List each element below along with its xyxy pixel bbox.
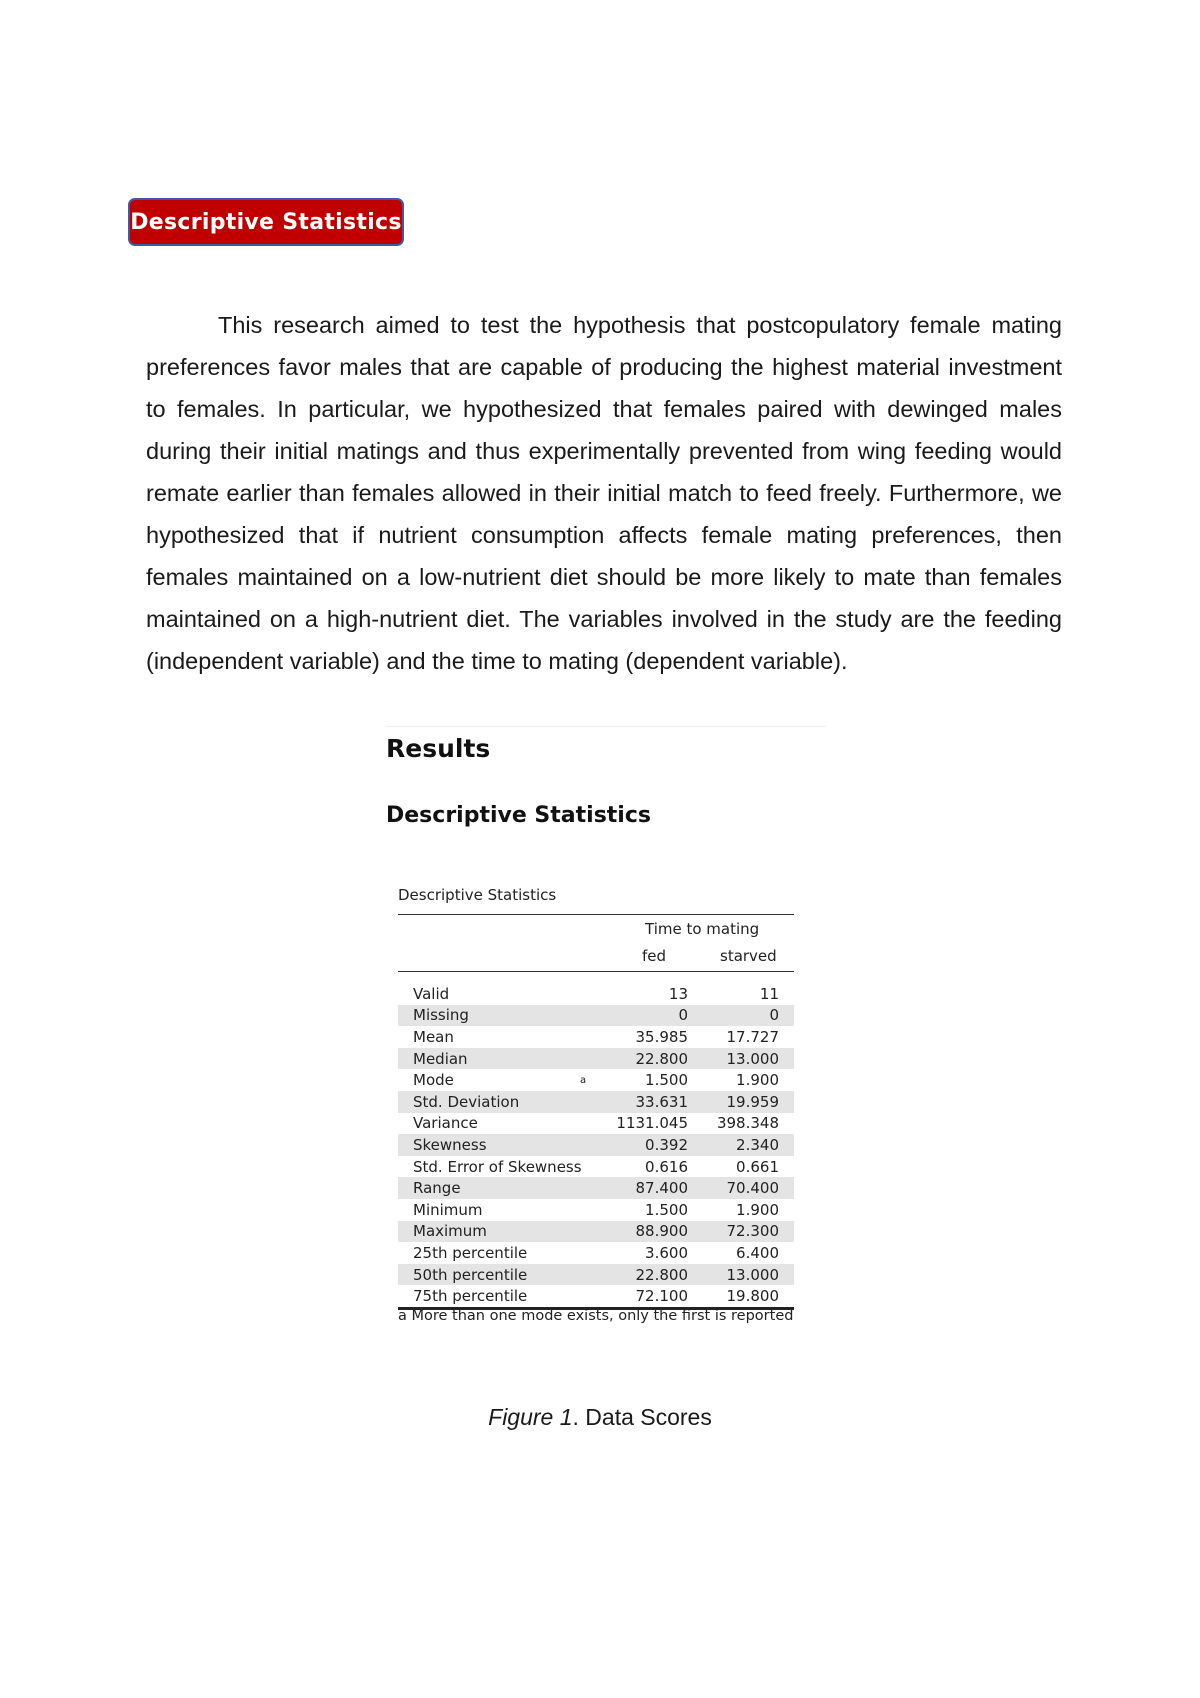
figure-caption-text: . Data Scores (572, 1404, 712, 1430)
row-label: Mode (413, 1071, 454, 1090)
cell-fed: 13 (668, 984, 688, 1003)
cell-starved: 0 (769, 1006, 779, 1025)
row-label: Variance (413, 1114, 478, 1133)
figure-caption (0, 1404, 1200, 1431)
table-column-header (398, 943, 794, 971)
row-label: Skewness (413, 1135, 487, 1154)
cell-starved: 1.900 (736, 1200, 779, 1219)
cell-fed: 3.600 (645, 1243, 688, 1262)
table-row (398, 1177, 794, 1199)
table-row (398, 1285, 794, 1307)
table-row (398, 1199, 794, 1221)
row-label: 75th percentile (413, 1287, 528, 1306)
cell-fed: 35.985 (635, 1027, 688, 1046)
intro-paragraph: This research aimed to test the hypothesis that postcopulatory female mating preferences favor males that are capable of producing the highest material investment to females. In particular, we hypothesized that females paired with dewinged males during their initial matings and thus experimentally prevented from wing feeding would remate earlier than females allowed in their initial match to feed freely. Furthermore, we hypothesized that if nutrient consumption affects female mating preferences, then females maintained on a low-nutrient diet should be more likely to mate than females maintained on a high-nutrient diet. The variables involved in the study are the feeding (independent variable) and the time to mating (dependent variable). (146, 312, 1062, 674)
cell-fed: 72.100 (635, 1287, 688, 1306)
cell-starved: 6.400 (736, 1243, 779, 1262)
table-row (398, 1264, 794, 1286)
row-label: Maximum (413, 1222, 487, 1241)
row-label: Std. Deviation (413, 1092, 520, 1111)
table-row (398, 1048, 794, 1070)
cell-fed: 1.500 (645, 1071, 688, 1090)
figure-caption-label: Figure 1 (488, 1404, 573, 1430)
cell-starved: 70.400 (726, 1179, 779, 1198)
results-heading: Results (386, 734, 491, 763)
cell-fed: 33.631 (635, 1092, 688, 1111)
table-row (398, 1113, 794, 1135)
cell-starved: 13.000 (726, 1049, 779, 1068)
cell-starved: 17.727 (726, 1027, 779, 1046)
row-label: 25th percentile (413, 1243, 528, 1262)
table-row (398, 1005, 794, 1027)
descriptive-statistics-table (398, 914, 794, 1310)
cell-fed: 0.392 (645, 1135, 688, 1154)
output-divider (386, 726, 826, 727)
cell-fed: 22.800 (635, 1265, 688, 1284)
descriptive-statistics-heading: Descriptive Statistics (386, 803, 651, 828)
table-row (398, 1026, 794, 1048)
group-header-label: Time to mating (645, 920, 760, 938)
cell-starved: 11 (759, 984, 779, 1003)
table-row (398, 1134, 794, 1156)
row-label: Std. Error of Skewness (413, 1157, 582, 1176)
cell-fed: 88.900 (635, 1222, 688, 1241)
row-label: Minimum (413, 1200, 483, 1219)
table-caption: Descriptive Statistics (398, 886, 557, 904)
row-label: Valid (413, 984, 450, 1003)
cell-fed: 87.400 (635, 1179, 688, 1198)
table-row (398, 1156, 794, 1178)
cell-starved: 13.000 (726, 1265, 779, 1284)
cell-fed: 0.616 (645, 1157, 688, 1176)
section-badge: Descriptive Statistics (128, 198, 404, 246)
table-footnote: a More than one mode exists, only the first is reported (398, 1308, 794, 1324)
cell-starved: 72.300 (726, 1222, 779, 1241)
cell-fed: 1131.045 (616, 1114, 688, 1133)
column-header-starved: starved (720, 947, 777, 965)
table-row (398, 983, 794, 1005)
row-footnote-marker: a (580, 1074, 587, 1086)
table-group-header (398, 915, 794, 943)
row-label: Mean (413, 1027, 454, 1046)
row-label: Range (413, 1179, 461, 1198)
cell-starved: 2.340 (736, 1135, 779, 1154)
table-body (398, 983, 794, 1307)
row-label: Median (413, 1049, 468, 1068)
cell-starved: 398.348 (716, 1114, 779, 1133)
cell-starved: 19.800 (726, 1287, 779, 1306)
cell-fed: 0 (678, 1006, 688, 1025)
cell-starved: 0.661 (736, 1157, 779, 1176)
table-row (398, 1091, 794, 1113)
cell-fed: 1.500 (645, 1200, 688, 1219)
table-row (398, 1069, 794, 1091)
cell-fed: 22.800 (635, 1049, 688, 1068)
row-label: 50th percentile (413, 1265, 528, 1284)
cell-starved: 19.959 (726, 1092, 779, 1111)
column-header-fed: fed (642, 947, 667, 965)
table-row (398, 1221, 794, 1243)
cell-starved: 1.900 (736, 1071, 779, 1090)
row-label: Missing (413, 1006, 469, 1025)
table-row (398, 1242, 794, 1264)
